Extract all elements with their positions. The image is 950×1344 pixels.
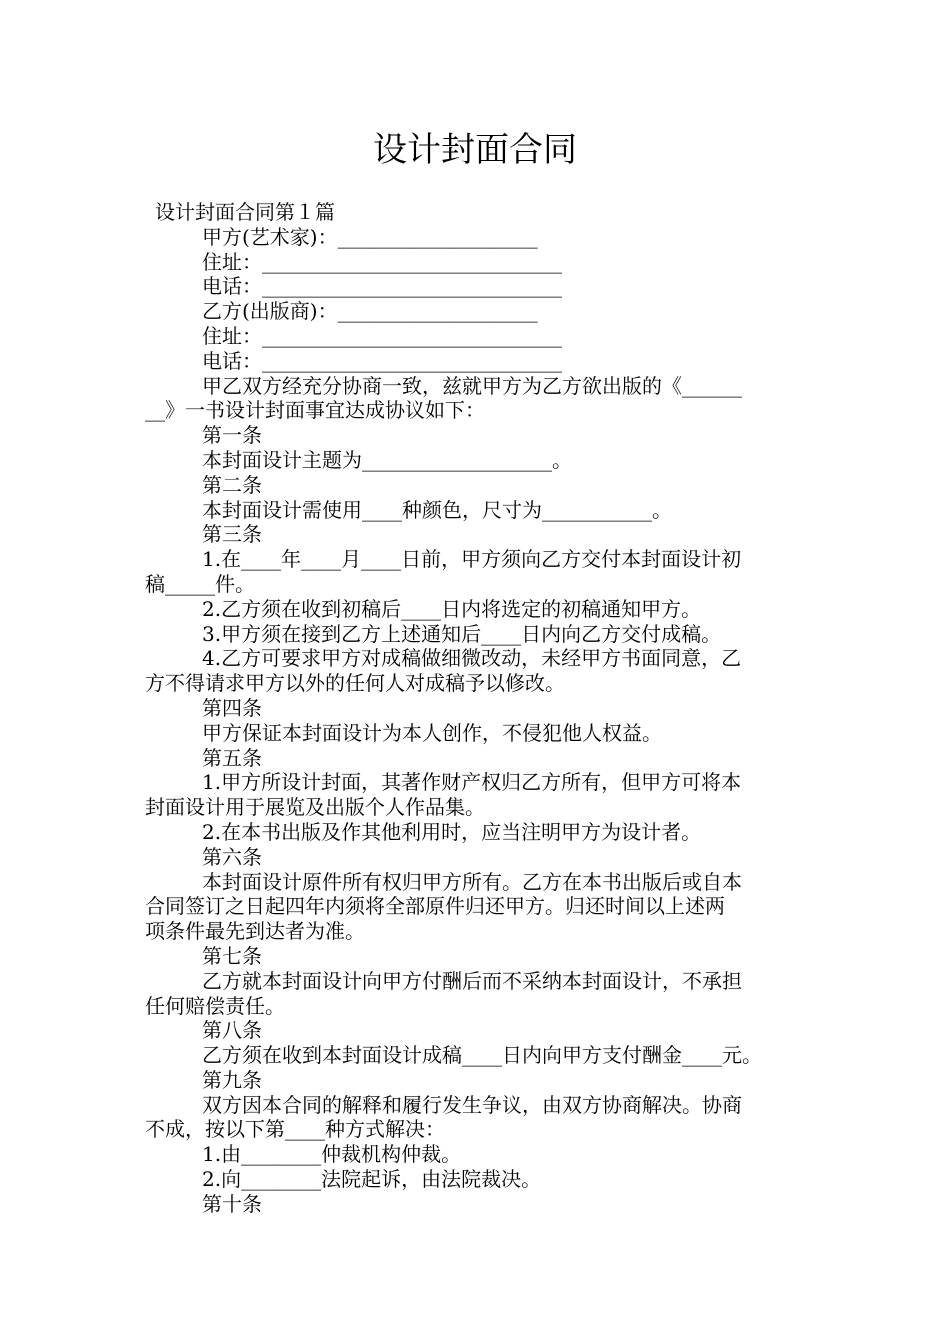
- article-heading: 第六条: [202, 844, 262, 869]
- clause-line: 乙方就本封面设计向甲方付酬后而不采纳本封面设计，不承担: [202, 968, 742, 993]
- document-body: [145, 200, 815, 1217]
- article-heading: 第五条: [202, 745, 262, 770]
- clause-line: 方不得请求甲方以外的任何人对成稿予以修改。: [145, 671, 565, 696]
- clause-line: 1.甲方所设计封面，其著作财产权归乙方所有，但甲方可将本: [202, 770, 742, 795]
- article-heading: 第三条: [202, 522, 262, 547]
- clause-line: 任何赔偿责任。: [145, 993, 285, 1018]
- clause-line: 封面设计用于展览及出版个人作品集。: [145, 795, 485, 820]
- article-heading: 第一条: [202, 423, 262, 448]
- clause-line: 不成，按以下第____种方式解决：: [145, 1117, 445, 1142]
- party-b-phone: 电话：______________________________: [202, 348, 562, 373]
- clause-line: 2.乙方须在收到初稿后____日内将选定的初稿通知甲方。: [202, 596, 702, 621]
- preamble-line: __》一书设计封面事宜达成协议如下：: [145, 398, 485, 423]
- article-heading: 第十条: [202, 1191, 262, 1216]
- party-b-address: 住址：______________________________: [202, 323, 562, 348]
- clause-line: 双方因本合同的解释和履行发生争议，由双方协商解决。协商: [202, 1092, 742, 1117]
- article-heading: 第七条: [202, 943, 262, 968]
- party-a-address: 住址：______________________________: [202, 249, 562, 274]
- article-heading: 第八条: [202, 1018, 262, 1043]
- clause-line: 本封面设计主题为___________________。: [202, 447, 572, 472]
- clause-line: 1.由________仲裁机构仲裁。: [202, 1142, 462, 1167]
- clause-line: 本封面设计需使用____种颜色，尺寸为___________。: [202, 497, 672, 522]
- preamble-line: 甲乙双方经充分协商一致，兹就甲方为乙方欲出版的《______: [202, 373, 742, 398]
- clause-line: 2.向________法院起诉，由法院裁决。: [202, 1167, 542, 1192]
- clause-line: 项条件最先到达者为准。: [145, 919, 365, 944]
- article-heading: 第九条: [202, 1067, 262, 1092]
- party-b-line: 乙方(出版商)：____________________: [202, 299, 538, 324]
- clause-line: 3.甲方须在接到乙方上述通知后____日内向乙方交付成稿。: [202, 621, 722, 646]
- article-heading: 第二条: [202, 472, 262, 497]
- clause-line: 合同签订之日起四年内须将全部原件归还甲方。归还时间以上述两: [145, 894, 725, 919]
- clause-line: 本封面设计原件所有权归甲方所有。乙方在本书出版后或自本: [202, 869, 742, 894]
- party-a-line: 甲方(艺术家)：____________________: [202, 224, 538, 249]
- section-heading: 设计封面合同第１篇: [155, 200, 335, 224]
- clause-line: 乙方须在收到本封面设计成稿____日内向甲方支付酬金____元。: [202, 1043, 762, 1068]
- document-title: 设计封面合同: [373, 130, 577, 170]
- clause-line: 4.乙方可要求甲方对成稿做细微改动，未经甲方书面同意，乙: [202, 646, 742, 671]
- clause-line: 1.在____年____月____日前，甲方须向乙方交付本封面设计初: [202, 547, 742, 572]
- clause-line: 甲方保证本封面设计为本人创作，不侵犯他人权益。: [202, 720, 662, 745]
- article-heading: 第四条: [202, 695, 262, 720]
- party-a-phone: 电话：______________________________: [202, 274, 562, 299]
- clause-line: 2.在本书出版及作其他利用时，应当注明甲方为设计者。: [202, 819, 702, 844]
- clause-line: 稿_____件。: [145, 571, 255, 596]
